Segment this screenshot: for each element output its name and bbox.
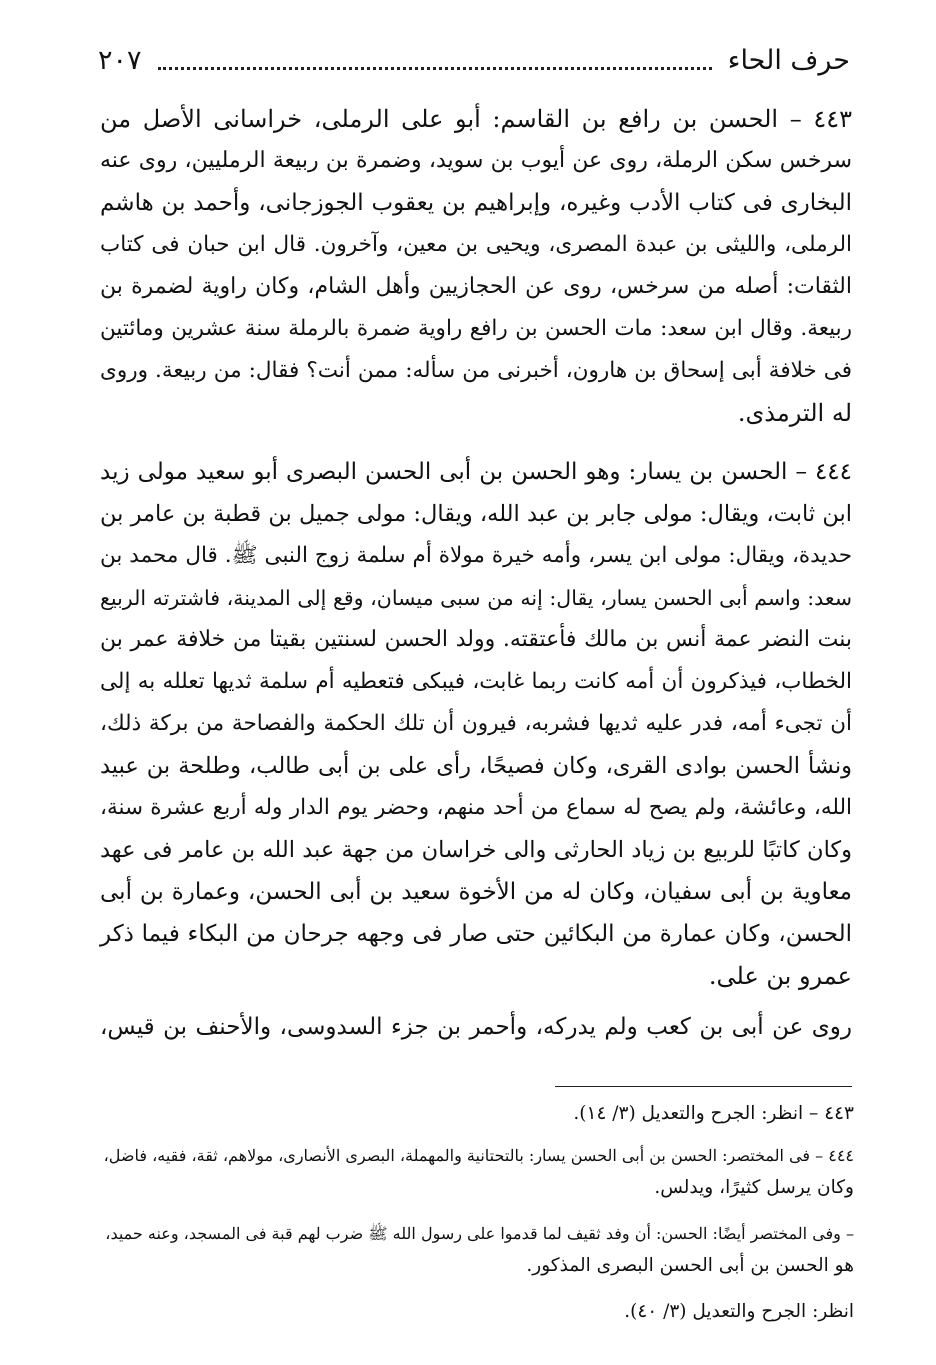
page-header: [98, 40, 850, 80]
entry-line: ابن ثابت، ويقال: مولى جابر بن عبد الله، ويقال: مولى جميل بن قطبة بن عامر بن: [100, 501, 852, 527]
entry-line: سعد: واسم أبى الحسن يسار، يقال: إنه من سبى ميسان، وقع إلى المدينة، فاشترته الربيع: [100, 586, 852, 610]
footnote-line: وكان يرسل كثيرًا، ويدلس.: [654, 1177, 854, 1198]
chapter-title: حرف الحاء: [727, 44, 850, 76]
entry-line: الثقات: أصله من سرخس، روى عن الحجازيين وأهل الشام، وكان راوية لضمرة بن: [100, 274, 852, 299]
entry-line: أن تجىء أمه، فدر عليه ثديها فشربه، فيرون أن تلك الحكمة والفصاحة من بركة ذلك،: [100, 711, 852, 736]
entry-line: سرخس سكن الرملة، روى عن أيوب بن سويد، وضمرة بن ربيعة الرمليين، روى عنه: [100, 148, 852, 173]
page-number: ٢٠٧: [98, 44, 142, 76]
entry-444-continuation: [100, 1006, 852, 1048]
footnote-line: هو الحسن بن أبى الحسن البصرى المذكور.: [526, 1255, 854, 1276]
entry-line: له الترمذى.: [737, 399, 852, 427]
entry-line: فى خلافة أبى إسحاق بن هارون، أخبرنى من سأله: ممن أنت؟ فقال: من ربيعة. وروى: [100, 358, 852, 383]
entry-line: ٤٤٣ – الحسن بن رافع بن القاسم: أبو على الرملى، خراسانى الأصل من: [100, 105, 852, 133]
entry-line: ربيعة. وقال ابن سعد: مات الحسن بن رافع راوية ضمرة بالرملة سنة عشرين ومائتين: [100, 316, 852, 341]
entry-444: [100, 451, 852, 997]
entry-line: وكان كاتبًا للربيع بن زياد الحارثى والى خراسان من جهة عبد الله بن عامر فى عهد: [100, 837, 852, 863]
entry-line: حديدة، ويقال: مولى ابن يسر، وأمه خيرة مولاة أم سلمة زوج النبى ﷺ. قال محمد بن: [100, 543, 852, 568]
footnote-line: انظر: الجرح والتعديل (٣/ ٤٠).: [624, 1301, 854, 1322]
entry-443: [100, 98, 852, 434]
footnote-443: [100, 1098, 854, 1130]
entry-line: ٤٤٤ – الحسن بن يسار: وهو الحسن بن أبى الحسن البصرى أبو سعيد مولى زيد: [100, 459, 852, 485]
entry-line: الحسن، وكان عمارة من البكائين حتى صار فى وجهه جرحان من البكاء فيما ذكر: [100, 921, 852, 947]
entry-line: الخطاب، فيذكرون أن أمه كانت ربما غابت، فيبكى فتعطيه أم سلمة ثديها تعلله به إلى: [100, 669, 852, 694]
footnote-line: ٤٤٤ – فى المختصر: الحسن بن أبى الحسن يسار: بالتحتانية والمهملة، البصرى الأنصارى، مولاهم، ثقة، فقيه، فاضل،: [103, 1146, 854, 1165]
header-dotted-leader: [158, 67, 712, 70]
entry-line: ونشأ الحسن بوادى القرى، وكان فصيحًا، رأى على بن أبى طالب، وطلحة بن عبيد: [100, 753, 852, 779]
entry-line: روى عن أبى بن كعب ولم يدركه، وأحمر بن جزء السدوسى، والأحنف بن قيس،: [100, 1014, 852, 1040]
entry-line: بنت النضر عمة أنس بن مالك فأعتقته. وولد الحسن لسنتين بقيتا من خلافة عمر بن: [100, 627, 852, 652]
footnote-444-ref: [100, 1296, 854, 1328]
footnote-line: – وفى المختصر أيضًا: الحسن: أن وفد ثقيف لما قدموا على رسول الله ﷺ ضرب لهم قبة فى المسجد، وعنه حميد،: [105, 1224, 854, 1243]
entry-line: عمرو بن على.: [708, 962, 852, 990]
entry-line: معاوية بن أبى سفيان، وكان له من الأخوة سعيد بن أبى الحسن، وعمارة بن أبى: [100, 879, 852, 905]
entry-line: الرملى، والليثى بن عبدة المصرى، ويحيى بن معين، وآخرون. قال ابن حبان فى كتاب: [100, 232, 852, 257]
entry-line: البخارى فى كتاب الأدب وغيره، وإبراهيم بن يعقوب الجوزجانى، وأحمد بن هاشم: [100, 190, 852, 216]
footnote-separator: [555, 1086, 852, 1087]
footnote-444: [100, 1140, 854, 1204]
footnote-444-extra: [100, 1218, 854, 1282]
footnote-line: ٤٤٣ – انظر: الجرح والتعديل (٣/ ١٤).: [573, 1103, 854, 1124]
entry-line: الله، وعائشة، ولم يصح له سماع من أحد منهم، وحضر يوم الدار وله أربع عشرة سنة،: [100, 795, 852, 820]
